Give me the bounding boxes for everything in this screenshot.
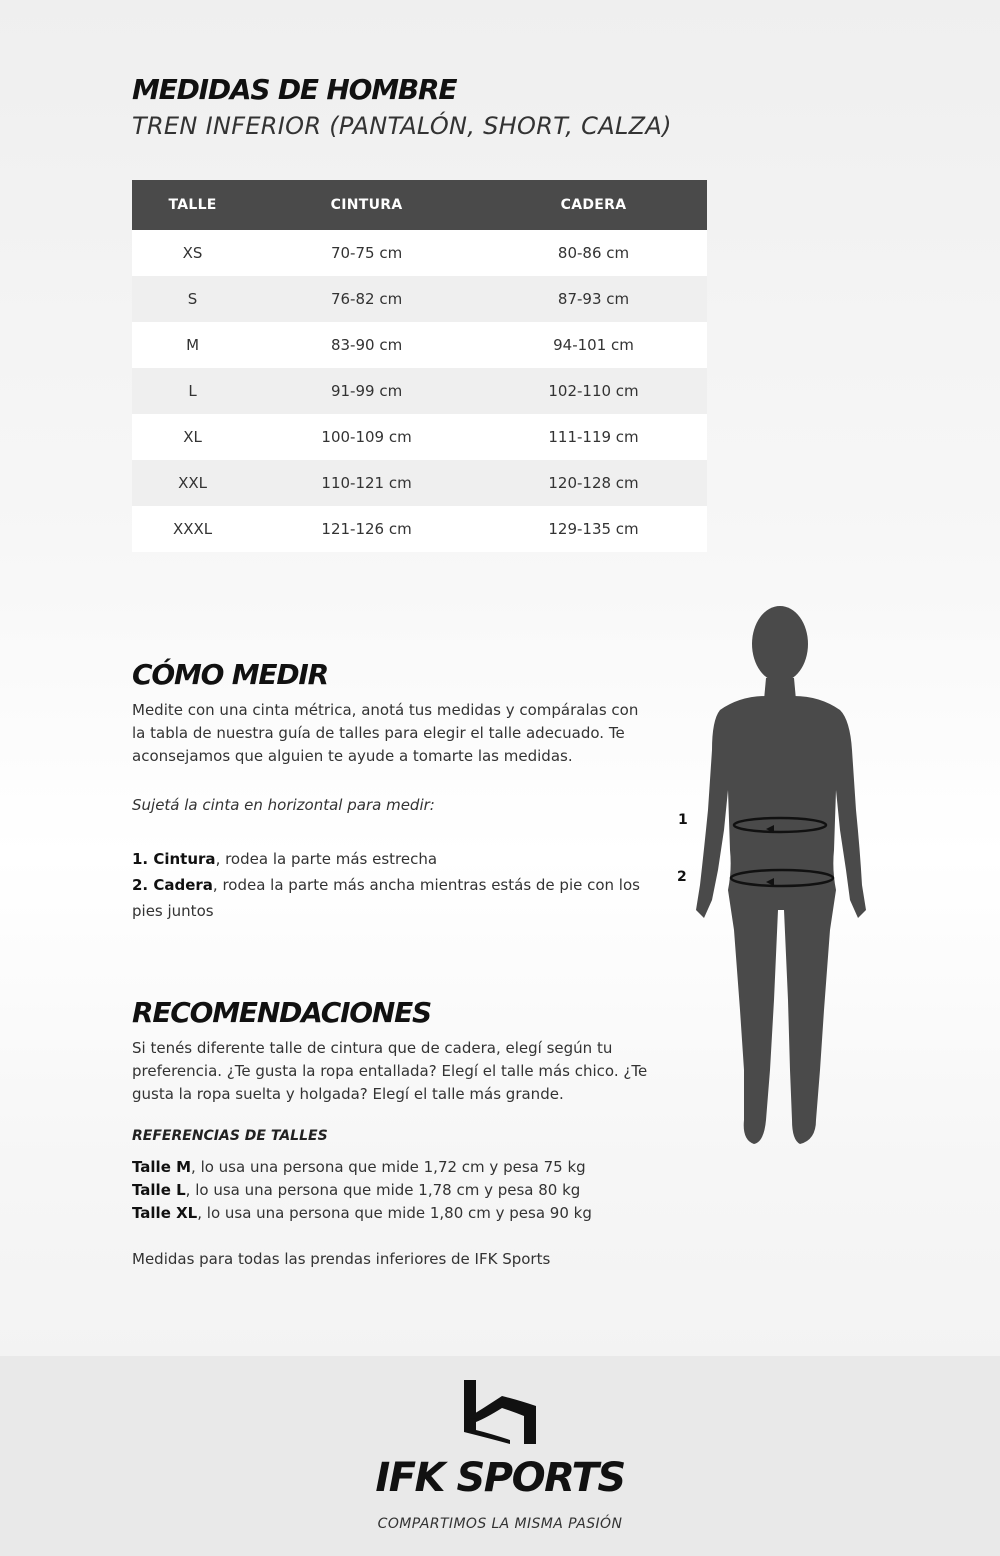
hip-cell: 120-128 cm (480, 460, 707, 506)
table-row (132, 322, 707, 368)
hip-cell: 87-93 cm (480, 276, 707, 322)
page-title: MEDIDAS DE HOMBRE (132, 73, 457, 106)
reference-text: , lo usa una persona que mide 1,80 cm y pesa 90 kg (197, 1204, 592, 1222)
waist-cell: 91-99 cm (253, 368, 480, 414)
reference-text: , lo usa una persona que mide 1,72 cm y pesa 75 kg (191, 1158, 586, 1176)
measure-step-2 (132, 872, 652, 924)
reference-label: Talle M (132, 1158, 192, 1176)
hip-cell: 129-135 cm (480, 506, 707, 552)
table-row (132, 414, 707, 460)
waist-cell: 76-82 cm (253, 276, 480, 322)
como-medir-heading: CÓMO MEDIR (132, 658, 328, 691)
reference-l (132, 1179, 652, 1202)
hip-cell: 80-86 cm (480, 230, 707, 276)
size-cell: M (132, 322, 253, 368)
recomendaciones-heading: RECOMENDACIONES (132, 996, 432, 1029)
column-header-cintura: CINTURA (253, 180, 480, 230)
footnote: Medidas para todas las prendas inferiores de IFK Sports (132, 1250, 551, 1268)
size-cell: S (132, 276, 253, 322)
column-header-talle: TALLE (132, 180, 253, 230)
body-silhouette-icon (690, 600, 880, 1150)
size-table-header-row (132, 180, 707, 230)
step-text: , rodea la parte más estrecha (215, 850, 438, 868)
table-row (132, 230, 707, 276)
size-cell: L (132, 368, 253, 414)
como-medir-intro: Medite con una cinta métrica, anotá tus medidas y compáralas con la tabla de nuestra guía de talles para elegir el talle adecuado. Te aconsejamos que alguien te ayude a tomarte las medidas. (132, 701, 639, 765)
step-text: , rodea la parte más ancha mientras estás de pie con los pies juntos (132, 876, 640, 920)
size-cell: XXL (132, 460, 253, 506)
table-row (132, 368, 707, 414)
hip-cell: 94-101 cm (480, 322, 707, 368)
brand-name: IFK SPORTS (375, 1455, 625, 1501)
waist-cell: 100-109 cm (253, 414, 480, 460)
references-heading: REFERENCIAS DE TALLES (132, 1128, 328, 1144)
waist-cell: 70-75 cm (253, 230, 480, 276)
table-row (132, 506, 707, 552)
size-cell: XL (132, 414, 253, 460)
page-subtitle: TREN INFERIOR (PANTALÓN, SHORT, CALZA) (132, 112, 672, 140)
tagline: COMPARTIMOS LA MISMA PASIÓN (377, 1516, 623, 1532)
hip-cell: 102-110 cm (480, 368, 707, 414)
table-row (132, 460, 707, 506)
reference-xl (132, 1202, 652, 1225)
como-medir-instruction (132, 794, 652, 817)
size-cell: XXXL (132, 506, 253, 552)
size-cell: XS (132, 230, 253, 276)
reference-label: Talle XL (132, 1204, 198, 1222)
instruction-text: Sujetá la cinta en horizontal para medir: (132, 796, 435, 814)
hip-cell: 111-119 cm (480, 414, 707, 460)
step-label: 2. Cadera (132, 876, 213, 894)
waist-cell: 83-90 cm (253, 322, 480, 368)
ifk-logo-icon (462, 1378, 538, 1446)
column-header-cadera: CADERA (480, 180, 707, 230)
step-label: 1. Cintura (132, 850, 216, 868)
reference-label: Talle L (132, 1181, 186, 1199)
waist-cell: 121-126 cm (253, 506, 480, 552)
recomendaciones-text: Si tenés diferente talle de cintura que de cadera, elegí según tu preferencia. ¿Te gusta la ropa entallada? Elegí el talle más chico. ¿Te gusta la ropa suelta y holgada? Elegí el talle más grande. (132, 1039, 648, 1103)
waist-marker: 1 (678, 812, 688, 828)
reference-m (132, 1156, 652, 1179)
size-table (132, 180, 707, 552)
hip-marker: 2 (677, 869, 687, 885)
waist-cell: 110-121 cm (253, 460, 480, 506)
reference-text: , lo usa una persona que mide 1,78 cm y pesa 80 kg (185, 1181, 581, 1199)
measure-step-1 (132, 846, 652, 872)
table-row (132, 276, 707, 322)
